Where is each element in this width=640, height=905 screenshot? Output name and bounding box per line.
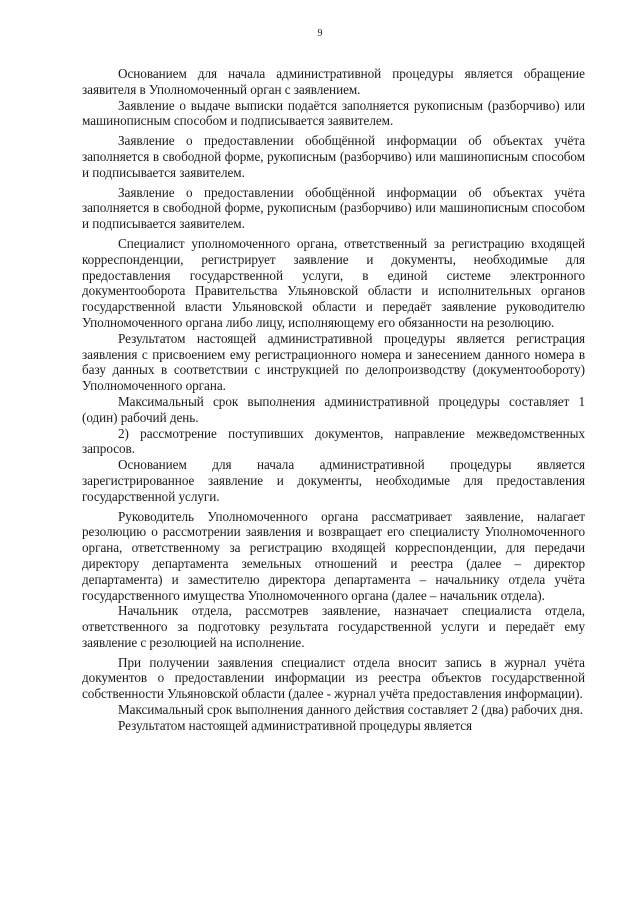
paragraph: Результатом настоящей административной процедуры является: [118, 717, 473, 733]
paragraph: Специалист уполномоченного органа, ответственный за регистрацию входящей корреспонденции, регистрирует заявление и документы, необходимые для предоставления государственной услуги, в единой системе электронного документооборота Правительства Ульяновской области и исполнительных органов государственной власти Ульяновской области и передаёт заявление руководителю Уполномоченного органа либо лицу, исполняющему его обязанности на резолюцию.: [82, 235, 585, 330]
document-body: [82, 66, 585, 734]
paragraph: Максимальный срок выполнения административной процедуры составляет 1 (один) рабочий день.: [82, 393, 585, 425]
paragraph: Максимальный срок выполнения данного действия составляет 2 (два) рабочих дня.: [118, 702, 583, 718]
paragraph: Заявление о выдаче выписки подаётся заполняется рукописным (разборчиво) или машинописным способом и подписывается заявителем.: [82, 97, 585, 129]
paragraph: При получении заявления специалист отдела вносит запись в журнал учёта документов о предоставлении информации из реестра объектов государственной собственности Ульяновской области (далее - журнал учёта предоставления информации).: [82, 654, 585, 702]
paragraph: Заявление о предоставлении обобщённой информации об объектах учёта заполняется в свободной форме, рукописным (разборчиво) или машинописным способом и подписывается заявителем.: [82, 184, 585, 232]
paragraph: Руководитель Уполномоченного органа рассматривает заявление, налагает резолюцию о рассмотрении заявления и возвращает его специалисту Уполномоченного органа, ответственному за регистрацию входящей корреспонденции, для передачи директору департамента земельных отношений и реестра (далее – директор департамента) и заместителю директора департамента – начальнику отдела учёта государственного имущества Уполномоченного органа (далее – начальник отдела).: [82, 508, 585, 603]
paragraph: Заявление о предоставлении обобщённой информации об объектах учёта заполняется в свободной форме, рукописным (разборчиво) или машинописным способом и подписывается заявителем.: [82, 133, 585, 180]
paragraph: Основанием для начала административной процедуры является зарегистрированное заявление и документы, необходимые для предоставления государственной услуги.: [82, 457, 585, 504]
paragraph: Результатом настоящей административной процедуры является регистрация заявления с присвоением ему регистрационного номера и занесением данного номера в базу данных в соответствии с инструкцией по делопроизводству (документообороту) Уполномоченного органа.: [82, 330, 585, 394]
page-number: 9: [317, 28, 323, 39]
paragraph: Начальник отдела, рассмотрев заявление, назначает специалиста отдела, ответственного за подготовку результата государственной услуги и передаёт ему заявление с резолюцией на исполнение.: [82, 603, 585, 650]
paragraph: 2) рассмотрение поступивших документов, направление межведомственных запросов.: [82, 425, 585, 457]
paragraph: Основанием для начала административной процедуры является обращение заявителя в Уполномоченный орган с заявлением.: [82, 66, 585, 97]
